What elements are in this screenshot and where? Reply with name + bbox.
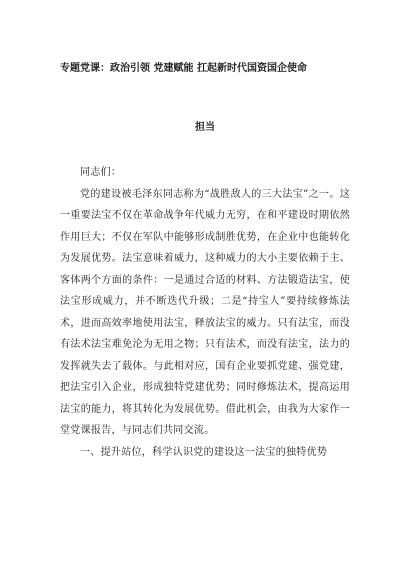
document-title-line1: 专题党课：政治引领 党建赋能 扛起新时代国资国企使命 bbox=[60, 63, 307, 74]
section-heading-1: 一、提升站位，科学认识党的建设这一法宝的独特优势 bbox=[80, 446, 328, 458]
greeting: 同志们： bbox=[80, 167, 122, 178]
document-body bbox=[60, 162, 350, 463]
paragraph-intro: 党的建设被毛泽东同志称为“战胜敌人的三大法宝”之一。这一重要法宝不仅在革命战争年代威力无穷，在和平建设时期依然作用巨大；不仅在军队中能够形成制胜优势，在企业中也能转化为发展优势。法宝意味着威力，这种威力的大小主要依赖于主、客体两个方面的条件：一是通过合适的材料、方法锻造法宝，使法宝形成威力，并不断迭代升级；二是“持宝人”要持续修炼法术，进而高效率地使用法宝，释放法宝的威力。只有法宝，而没有法术法宝难免沦为无用之物；只有法术，而没有法宝，法力的发挥就失去了载体。与此相对应，国有企业要抓党建、强党建，把法宝引入企业，形成独特党建优势；同时修炼法术，提高运用法宝的能力，将其转化为发展优势。借此机会，由我为大家作一堂党课报告，与同志们共同交流。 bbox=[60, 188, 350, 436]
document-title-line2: 担当 bbox=[195, 122, 215, 133]
